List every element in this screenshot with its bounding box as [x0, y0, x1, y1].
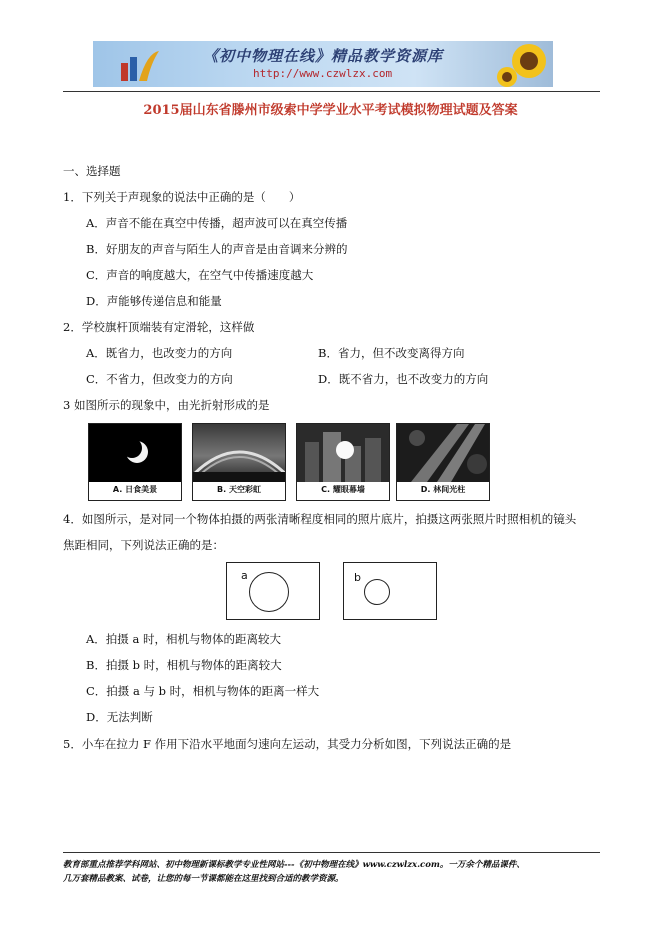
banner-url[interactable]: http://www.czwlzx.com — [253, 67, 393, 80]
page-footer — [63, 858, 608, 886]
photo-rainbow — [192, 423, 286, 501]
footer-divider — [63, 852, 600, 853]
photo-negative-b — [343, 562, 437, 620]
photo-solar-eclipse — [88, 423, 182, 501]
question-4-option-a: A．拍摄 a 时，相机与物体的距离较大 — [86, 632, 281, 646]
rainbow-image — [193, 424, 285, 482]
question-2-option-d: D．既不省力，也不改变力的方向 — [318, 372, 489, 386]
photo-caption-d: D. 林间光柱 — [420, 485, 466, 494]
negative-a-label: a — [241, 569, 248, 582]
header-banner — [93, 41, 553, 87]
question-4-option-c: C．拍摄 a 与 b 时，相机与物体的距离一样大 — [86, 684, 320, 698]
photo-caption-c: C. 耀眼幕墙 — [321, 485, 365, 494]
question-3-stem: 3 如图所示的现象中，由光折射形成的是 — [63, 398, 270, 412]
photo-glass-curtain-wall — [296, 423, 390, 501]
sunflower-icon — [495, 41, 553, 87]
question-2-option-c: C．不省力，但改变力的方向 — [86, 372, 233, 386]
question-4-option-d: D．无法判断 — [86, 710, 153, 724]
photo-caption-b: B. 天空彩虹 — [217, 485, 261, 494]
question-1-option-a: A．声音不能在真空中传播，超声波可以在真空传播 — [86, 216, 348, 230]
photo-forest-light-beams — [396, 423, 490, 501]
question-2-option-b: B．省力，但不改变离得方向 — [318, 346, 465, 360]
banner-title: 《初中物理在线》精品教学资源库 — [203, 47, 444, 65]
question-4-option-b: B．拍摄 b 时，相机与物体的距离较大 — [86, 658, 282, 672]
question-1-option-c: C．声音的响度越大，在空气中传播速度越大 — [86, 268, 314, 282]
question-1-stem: 1．下列关于声现象的说法中正确的是（ ） — [63, 190, 301, 204]
curtain-wall-image — [297, 424, 389, 482]
object-image-a — [249, 572, 289, 612]
question-5-stem: 5．小车在拉力 F 作用下沿水平地面匀速向左运动，其受力分析如图，下列说法正确的是 — [63, 737, 512, 751]
photo-caption-a: A. 日食美景 — [112, 485, 158, 494]
question-1-option-d: D．声能够传递信息和能量 — [86, 294, 222, 308]
solar-eclipse-image — [89, 424, 181, 482]
header-divider — [63, 91, 600, 92]
footer-line-2: 几万套精品教案、试卷，让您的每一节课都能在这里找到合适的教学资源。 — [63, 874, 344, 884]
site-logo-icon — [117, 47, 161, 83]
photo-negative-a — [226, 562, 320, 620]
question-2-stem: 2．学校旗杆顶端装有定滑轮，这样做 — [63, 320, 255, 334]
footer-line-1: 教育部重点推荐学科网站、初中物理新课标教学专业性网站---《初中物理在线》www.czwlzx.com。一万余个精品课件、 — [63, 860, 525, 870]
question-2-option-a: A．既省力，也改变力的方向 — [86, 346, 233, 360]
forest-light-image — [397, 424, 489, 482]
question-1-option-b: B．好朋友的声音与陌生人的声音是由音调来分辨的 — [86, 242, 348, 256]
question-4-stem-line-2: 焦距相同，下列说法正确的是： — [63, 538, 224, 552]
object-image-b — [364, 579, 390, 605]
question-4-stem-line-1: 4．如图所示，是对同一个物体拍摄的两张清晰程度相同的照片底片，拍摄这两张照片时照相机的镜头 — [63, 512, 577, 526]
negative-b-label: b — [354, 571, 361, 584]
document-title: 2015届山东省滕州市级索中学学业水平考试模拟物理试题及答案 — [143, 103, 518, 118]
section-heading: 一、选择题 — [63, 164, 121, 178]
